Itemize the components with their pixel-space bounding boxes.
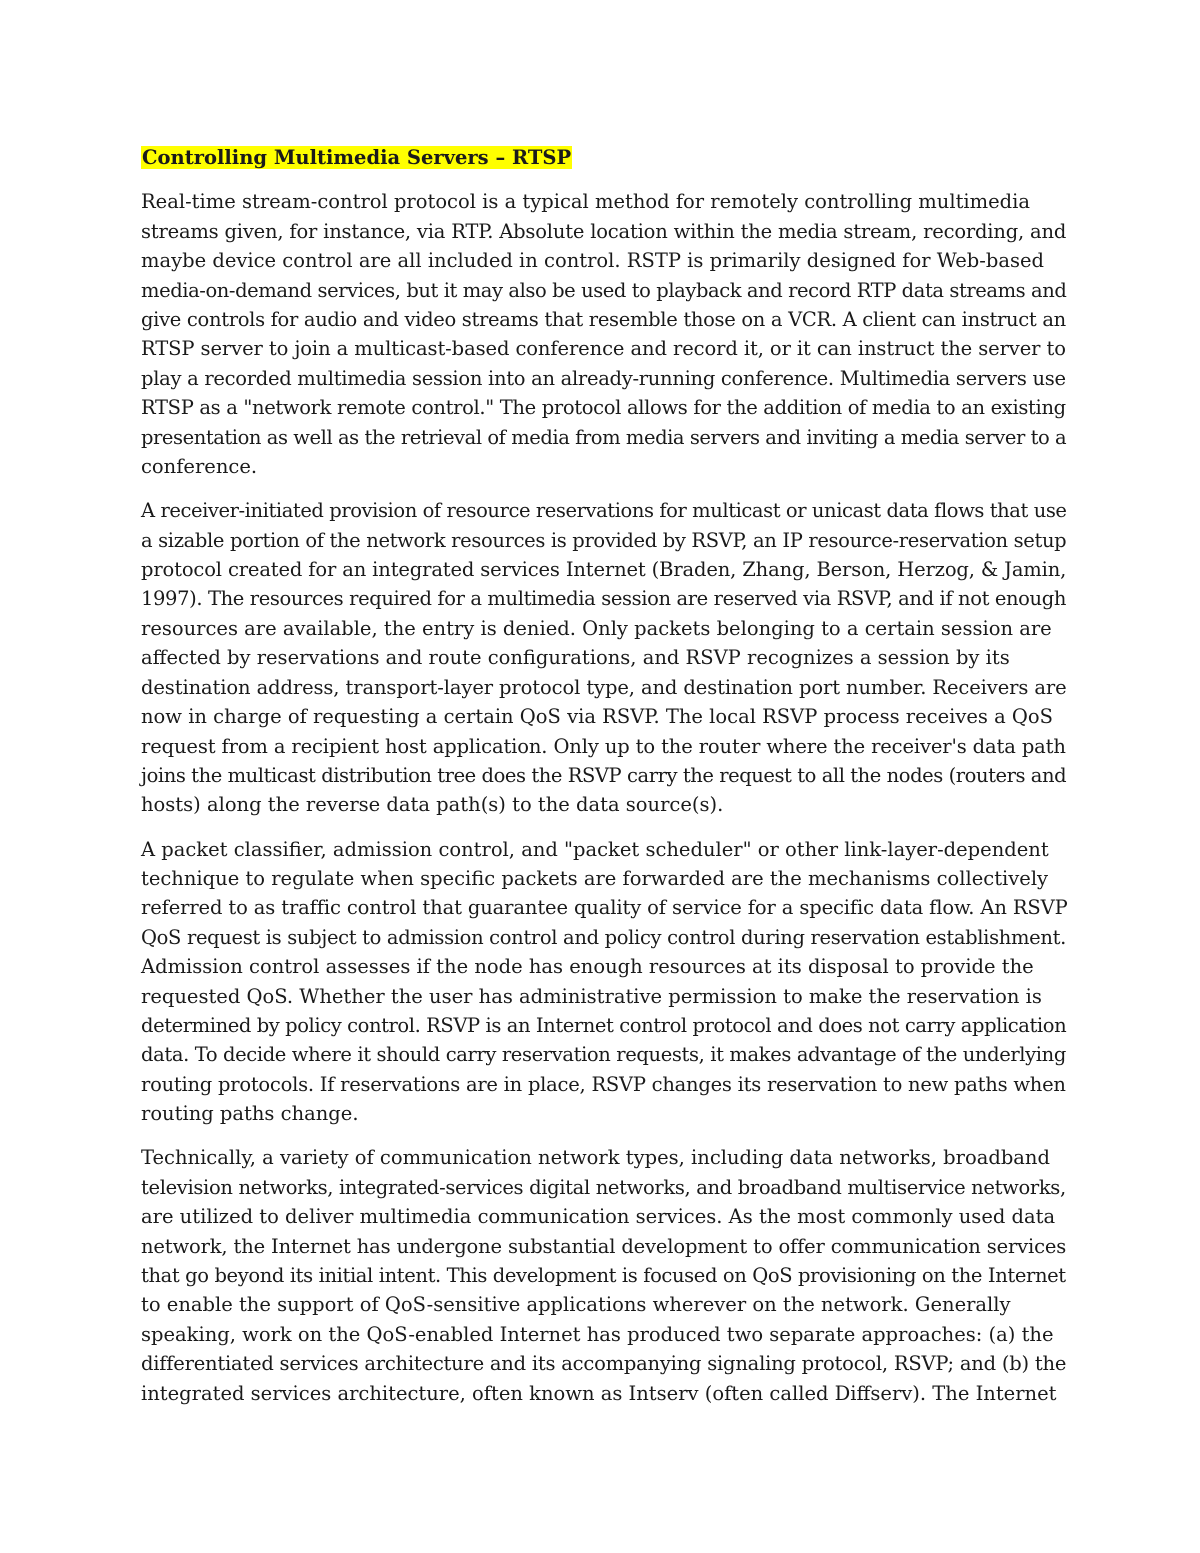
document-body (141, 143, 1066, 1423)
paragraph-line: data. To decide where it should carry reservation requests, it makes advantage of the underlying (141, 1043, 1066, 1067)
document-heading (141, 143, 1066, 172)
paragraph-line: referred to as traffic control that guarantee quality of service for a specific data flow. An RSVP (141, 896, 1068, 920)
paragraph-line: technique to regulate when specific packets are forwarded are the mechanisms collectively (141, 866, 1049, 890)
paragraph-line: request from a recipient host application. Only up to the router where the receiver's data path (141, 734, 1066, 758)
paragraph-line: speaking, work on the QoS-enabled Internet has produced two separate approaches: (a) the (141, 1322, 1054, 1346)
paragraph-line: A receiver-initiated provision of resource reservations for multicast or unicast data flows that use (141, 499, 1067, 523)
paragraph-line: routing paths change. (141, 1102, 359, 1126)
paragraph-line: Technically, a variety of communication network types, including data networks, broadband (141, 1146, 1050, 1170)
paragraph-line: resources are available, the entry is denied. Only packets belonging to a certain session are (141, 616, 1052, 640)
paragraph-line: conference. (141, 455, 258, 479)
paragraph-line: that go beyond its initial intent. This development is focused on QoS provisioning on the Internet (141, 1264, 1066, 1288)
paragraph-line: are utilized to deliver multimedia communication services. As the most commonly used data (141, 1205, 1056, 1229)
paragraph-line: RTSP as a "network remote control." The protocol allows for the addition of media to an existing (141, 396, 1066, 420)
paragraph-line: maybe device control are all included in control. RSTP is primarily designed for Web-based (141, 249, 1044, 273)
paragraph-line: 1997). The resources required for a multimedia session are reserved via RSVP, and if not enough (141, 587, 1067, 611)
paragraph-line: destination address, transport-layer protocol type, and destination port number. Receivers are (141, 675, 1067, 699)
paragraph-line: to enable the support of QoS-sensitive applications wherever on the network. Generally (141, 1293, 1011, 1317)
paragraph-line: affected by reservations and route configurations, and RSVP recognizes a session by its (141, 646, 1010, 670)
highlighted-heading-text: Controlling Multimedia Servers – RTSP (142, 146, 572, 169)
paragraph-line: media-on-demand services, but it may also be used to playback and record RTP data streams and (141, 278, 1067, 302)
paragraph-line: Real-time stream-control protocol is a typical method for remotely controlling multimedia (141, 190, 1031, 214)
paragraph-line: joins the multicast distribution tree does the RSVP carry the request to all the nodes (routers and (141, 763, 1067, 787)
paragraph-line: a sizable portion of the network resources is provided by RSVP, an IP resource-reservation setup (141, 528, 1067, 552)
paragraph-line: differentiated services architecture and its accompanying signaling protocol, RSVP; and (b) the (141, 1352, 1067, 1376)
paragraph-line: QoS request is subject to admission control and policy control during reservation establishment. (141, 925, 1066, 949)
paragraph-line: requested QoS. Whether the user has administrative permission to make the reservation is (141, 984, 1042, 1008)
paragraph-line: RTSP server to join a multicast-based conference and record it, or it can instruct the server to (141, 337, 1066, 361)
paragraph-line: play a recorded multimedia session into an already-running conference. Multimedia servers use (141, 366, 1066, 390)
paragraph-line: Admission control assesses if the node has enough resources at its disposal to provide the (141, 955, 1034, 979)
paragraph-line: presentation as well as the retrieval of media from media servers and inviting a media server to a (141, 425, 1067, 449)
paragraph-3 (141, 835, 1066, 1129)
paragraph-line: protocol created for an integrated services Internet (Braden, Zhang, Berson, Herzog, & Jamin, (141, 558, 1067, 582)
paragraph-line: hosts) along the reverse data path(s) to the data source(s). (141, 793, 724, 817)
paragraph-1 (141, 187, 1066, 481)
paragraph-line: streams given, for instance, via RTP. Absolute location within the media stream, recording, and (141, 219, 1067, 243)
paragraph-2 (141, 496, 1066, 819)
paragraph-line: television networks, integrated-services digital networks, and broadband multiservice networks, (141, 1175, 1066, 1199)
paragraphs-container (141, 187, 1066, 1408)
paragraph-line: routing protocols. If reservations are in place, RSVP changes its reservation to new paths when (141, 1072, 1066, 1096)
paragraph-4 (141, 1143, 1066, 1408)
paragraph-line: now in charge of requesting a certain QoS via RSVP. The local RSVP process receives a QoS (141, 705, 1054, 729)
paragraph-line: integrated services architecture, often known as Intserv (often called Diffserv). The Internet (141, 1381, 1057, 1405)
paragraph-line: give controls for audio and video streams that resemble those on a VCR. A client can instruct an (141, 308, 1066, 332)
paragraph-line: network, the Internet has undergone substantial development to offer communication services (141, 1234, 1067, 1258)
paragraph-line: A packet classifier, admission control, and "packet scheduler" or other link-layer-dependent (141, 837, 1049, 861)
paragraph-line: determined by policy control. RSVP is an Internet control protocol and does not carry application (141, 1013, 1067, 1037)
